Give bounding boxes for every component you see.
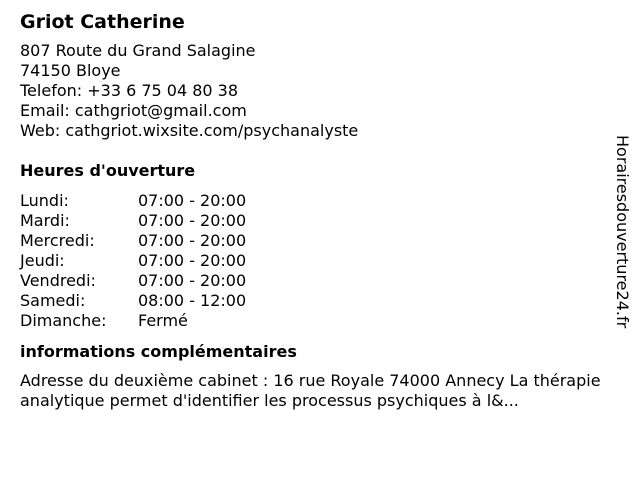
- day-label: Lundi:: [20, 191, 69, 210]
- time-value: 07:00 - 20:00: [138, 271, 247, 290]
- web-line: Web: cathgriot.wixsite.com/psychanalyste: [20, 121, 359, 140]
- hours-row-thursday: [20, 251, 605, 271]
- time-value: 07:00 - 20:00: [138, 211, 247, 230]
- day-label: Samedi:: [20, 291, 86, 310]
- time-value: 07:00 - 20:00: [138, 231, 247, 250]
- day-label: Jeudi:: [20, 251, 65, 270]
- day-label: Mardi:: [20, 211, 70, 230]
- hours-row-wednesday: [20, 231, 605, 251]
- day-label: Vendredi:: [20, 271, 96, 290]
- time-value: 08:00 - 12:00: [138, 291, 247, 310]
- business-name: Griot Catherine: [20, 11, 185, 33]
- day-label: Dimanche:: [20, 311, 107, 330]
- additional-info-heading: informations complémentaires: [20, 342, 297, 361]
- email-line: Email: cathgriot@gmail.com: [20, 101, 247, 120]
- time-value: Fermé: [138, 311, 188, 330]
- hours-row-sunday: [20, 311, 605, 331]
- site-watermark: Horairesdouverture24.fr: [613, 135, 632, 329]
- address-city: 74150 Bloye: [20, 61, 121, 80]
- hours-row-monday: [20, 191, 605, 211]
- time-value: 07:00 - 20:00: [138, 251, 247, 270]
- opening-hours-heading: Heures d'ouverture: [20, 161, 196, 180]
- address-street: 807 Route du Grand Salagine: [20, 41, 256, 60]
- phone-line: Telefon: +33 6 75 04 80 38: [20, 81, 239, 100]
- opening-hours-table: [20, 191, 605, 331]
- additional-info-text: Adresse du deuxième cabinet : 16 rue Royale 74000 Annecy La thérapie analytique permet d'identifier les processus psychiques à l&...: [20, 371, 601, 410]
- business-card: [20, 10, 605, 411]
- hours-row-saturday: [20, 291, 605, 311]
- time-value: 07:00 - 20:00: [138, 191, 247, 210]
- hours-row-friday: [20, 271, 605, 291]
- hours-row-tuesday: [20, 211, 605, 231]
- day-label: Mercredi:: [20, 231, 95, 250]
